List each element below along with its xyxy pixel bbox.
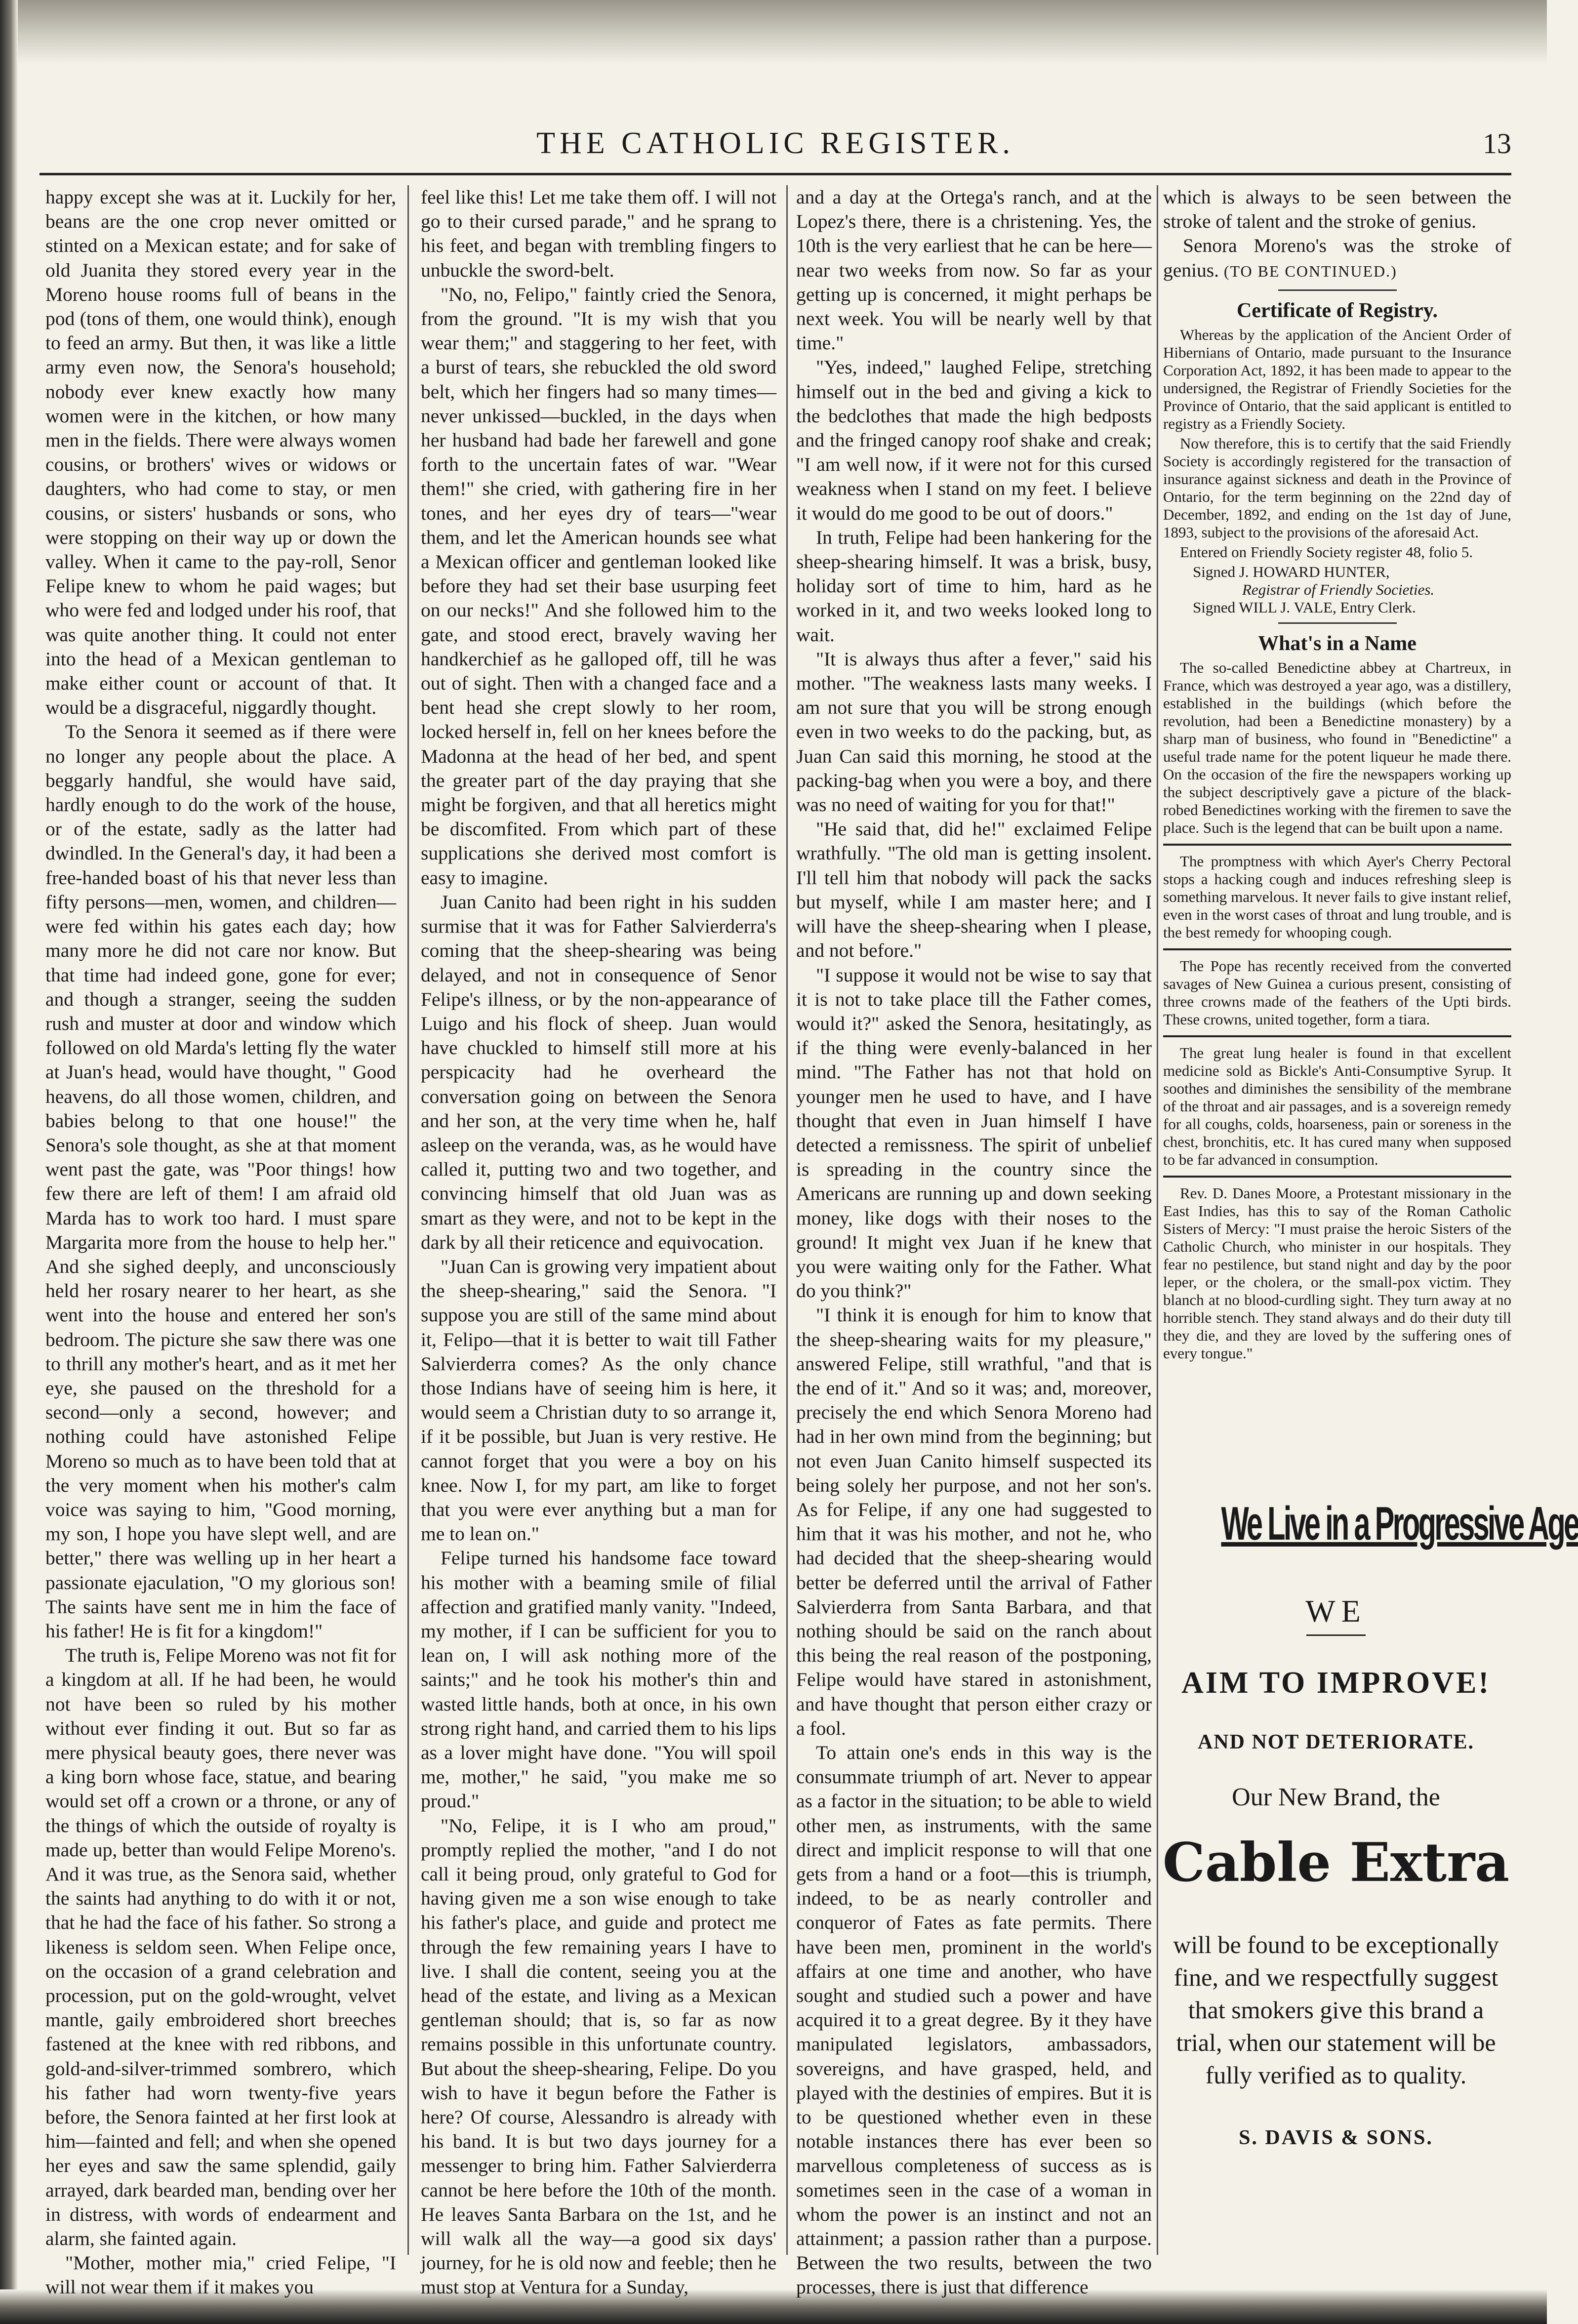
story-paragraph: "I suppose it would not be wise to say that it is not to take place till the Father comes, would it?" asked the Senora, hesitatingly, as if the thing were evenly-balanced in her mind. "The Father has not that hold on younger men he used to have, and I have thought that even in Juan himself I have detected a remissness. The spirit of unbelief is spreading in the country since the Americans are running up and down seeking money, like dogs with their noses to the ground! It might vex Juan if he knew that you were waiting only for the Father. What do you think?" [796,964,1152,1302]
scan-top-edge [0,0,1547,64]
separator [1278,289,1397,291]
story-paragraph [1163,234,1511,283]
header-rule [40,173,1511,175]
divider [1163,948,1511,950]
notice-bickle [1163,1044,1511,1169]
story-paragraph: The truth is, Felipe Moreno was not fit for a kingdom at all. If he had been, he would not have been so ruled by his mother without ever finding it out. But so far as mere physical beauty goes, there never was a king born whose face, statue, and bearing would set off a crown or a throne, or any of the things of which the outside of royalty is made up, better than would Felipe Moreno's. And it was true, as the Senora said, whether the saints had anything to do with it or not, that he had the face of his father. So strong a likeness is seldom seen. When Felipe once, on the occasion of a grand celebration and procession, put on the gold-wrought, velvet mantle, gaily embroidered short breeches fastened at the knee with red ribbons, and gold-and-silver-trimmed sombrero, which his father had worn twenty-five years before, the Senora fainted at her first look at him—fainted and fell; and when she opened her eyes and saw the same splendid, gaily arrayed, dark bearded man, bending over her in distress, with words of endearment and alarm, she fainted again. [45,1644,396,2250]
divider [1163,844,1511,846]
divider [1163,1176,1511,1178]
notice-ayers [1163,853,1511,941]
story-paragraph: feel like this! Let me take them off. I will not go to their cursed parade," and he sprang to his feet, and began with trembling fingers to unbuckle the sword-belt. [421,186,776,281]
certificate-paragraph: Now therefore, this is to certify that the said Friendly Society is accordingly registered for the transaction of insurance against sickness and death in the Province of Ontario, for the term beginning on the 22nd day of December, 1892, and ending on the 1st day of June, 1893, subject to the provisions of the aforesaid Act. [1163,435,1511,541]
ad-headline: We Live in a Progressive Age [1221,1497,1578,1550]
ad-we: WE [1305,1593,1367,1629]
story-paragraph: "Juan Can is growing very impatient about the sheep-shearing," said the Senora. "I suppose you are still of the same mind about it, Felipo—that it is better to wait till Father Salvierderra comes? As the only chance those Indians have of seeing him is here, it would seem a Christian duty to so arrange it, if it be possible, but Juan is very restive. He cannot forget that you were a boy on his knee. Now I, for my part, am like to forget that you were ever anything but a man for me to lean on." [421,1255,776,1545]
certificate-paragraph: Whereas by the application of the Ancient Order of Hibernians of Ontario, made pursuant to the Insurance Corporation Act, 1892, it has been made to appear to the undersigned, the Registrar of Friendly Societies for the Province of Ontario, that the said applicant is entitled to registry as a Friendly Society. [1163,326,1511,433]
story-paragraph: "He said that, did he!" exclaimed Felipe wrathfully. "The old man is getting insolent. I'll tell him that nobody will pack the sacks but myself, while I am master here; and I will have the sheep-shearing when I please, and not before." [796,818,1152,962]
masthead: THE CATHOLIC REGISTER. [536,126,1014,160]
story-paragraph: happy except she was at it. Luckily for her, beans are the one crop never omitted or stinted on a Mexican estate; and for sake of old Juanita they stored every year in the Moreno house rooms full of beans in the pod (tons of them, one would think), enough to feed an army. But then, it was like a little army even now, the Senora's household; nobody ever knew exactly how many women were in the kitchen, or how many men in the fields. There were always women cousins, or brothers' wives or widows or daughters, who had come to stay, or men cousins, or sisters' husbands or sons, who were stopping on their way up or down the valley. When it came to the pay-roll, Senor Felipe knew to whom he paid wages; but who were fed and lodged under his roof, that was quite another thing. It could not enter into the head of a Mexican gentleman to make either count or account of that. It would be a disgraceful, niggardly thought. [45,186,396,719]
story-paragraph: In truth, Felipe had been hankering for the sheep-shearing himself. It was a brisk, busy, holiday sort of time to him, hard as he worked in it, and two weeks looked long to wait. [796,526,1152,646]
ad-rule [1306,1634,1366,1636]
story-closing-line: Senora Moreno's was the stroke of genius. [1163,235,1511,281]
story-paragraph: "Yes, indeed," laughed Felipe, stretching himself out in the bed and giving a kick to the bedclothes that made the high bedposts and the fringed canopy roof shake and creak; "I am well now, if it were not for this cursed weakness when I stand on my feet. I believe it would do me good to be out of doors." [796,356,1152,524]
name-article-paragraph: The so-called Benedictine abbey at Chartreux, in France, which was destroyed a year ago, was a distillery, established in the buildings (which before the revolution, had been a Benedictine monastery) by a sharp man of business, who found in "Benedictine" a useful trade name for the potent liqueur he made there. On the occasion of the fire the newspapers working up the subject descriptively gave a picture of the black-robed Benedictines working with the firemen to save the place. Such is the legend that can be built upon a name. [1163,659,1511,837]
cigar-advertisement [1151,1474,1578,2255]
story-paragraph: To the Senora it seemed as if there were no longer any people about the place. A beggarly handful, she would have said, hardly enough to do the work of the house, or of the estate, sadly as the latter had dwindled. In the General's day, it had been a free-handed boast of his that never less than fifty persons—men, women, and children—were fed within his gates each day; how many more he did not care nor know. But that time had indeed gone, gone for ever; and though a stranger, seeing the sudden rush and muster at door and window which followed on old Marda's letting fly the water at Juan's head, would have thought, " Good heavens, do all those women, children, and babies belong to that one house!" the Senora's sole thought, as she at that moment went past the gate, was "Poor things! how few there are left of them! I am afraid old Marda has to work too hard. I must spare Margarita more from the house to help her." And she sighed deeply, and unconsciously held her rosary nearer to her heart, as she went into the house and entered her son's bedroom. The picture she saw there was one to thrill any mother's heart, and as it met her eye, she paused on the threshold for a second—only a second, however; and nothing could have astonished Felipe Moreno so much as to have been told that at the very moment when his mother's calm voice was saying to him, "Good morning, my son, I hope you have slept well, and are better," there was welling up in her heart a passionate ejaculation, "O my glorious son! The saints have sent me in him the face of his father! He is fit for a kingdom!" [45,721,396,1642]
notice-paragraph: The Pope has recently received from the converted savages of New Guinea a curious present, consisting of three crowns made of the feathers of the Upti birds. These crowns, united together, form a tiara. [1163,957,1511,1028]
page-number: 13 [1483,127,1511,160]
story-column-2 [421,185,776,2298]
story-paragraph: "Mother, mother mia," cried Felipe, "I will not wear them if it makes you [45,2252,396,2298]
certificate-paragraph: Entered on Friendly Society register 48, folio 5. [1180,543,1473,561]
certificate-title: Certificate of Registry. [1237,299,1438,322]
page-header [40,126,1511,165]
signature-registrar-title: Registrar of Friendly Societies. [1242,581,1435,599]
column-rule [407,185,409,2255]
name-article-title: What's in a Name [1258,632,1416,655]
notices-column [1163,185,1511,1469]
signature-clerk: Signed WILL J. VALE, Entry Clerk. [1193,599,1416,616]
ad-brand-line: Our New Brand, the [1232,1783,1440,1811]
divider [1163,1035,1511,1037]
separator [1278,622,1397,624]
notice-paragraph: The great lung healer is found in that excellent medicine sold as Bickle's Anti-Consumptive Syrup. It soothes and diminishes the sensibility of the membrane of the throat and air passages, and is a sovereign remedy for all coughs, colds, hoarseness, pain or soreness in the chest, bronchitis, etc. It has cured many when supposed to be far advanced in consumption. [1163,1044,1511,1169]
notice-paragraph: Rev. D. Danes Moore, a Protestant missionary in the East Indies, has this to say of the Roman Catholic Sisters of Mercy: "I must praise the heroic Sisters of the Catholic Church, who minister in our hospitals. They fear no pestilence, but stand night and day by the poor leper, or the cholera, or the small-pox victim. They blanch at no blood-curdling sight. They turn away at no horrible stench. They stand always and do their duty till they die, and they are loved by the suffering ones of every tongue." [1163,1184,1511,1362]
story-paragraph: "I think it is enough for him to know that the sheep-shearing waits for my pleasure," answered Felipe, still wrathful, "and that is the end of it." And so it was; and, moreover, precisely the end which Senora Moreno had had in her own mind from the beginning; but not even Juan Canito himself suspected its being solely her purpose, and not her son's. As for Felipe, if any one had suggested to him that it was his mother, and not he, who had decided that the sheep-shearing would better be deferred until the arrival of Father Salvierderra from Santa Barbara, and that nothing should be said on the ranch about this being the real reason of the postponing, Felipe would have stared in astonishment, and have thought that person either crazy or a fool. [796,1304,1152,1739]
ad-signature: S. DAVIS & SONS. [1239,2126,1433,2149]
story-column-1 [45,185,396,2298]
notice-paragraph: The promptness with which Ayer's Cherry Pectoral stops a hacking cough and induces refreshing sleep is something marvelous. It never fails to give instant relief, even in the worst cases of throat and lung trouble, and is the best remedy for whooping cough. [1163,853,1511,941]
story-paragraph: and a day at the Ortega's ranch, and at the Lopez's there, there is a christening. Yes, the 10th is the very earliest that he can be here—near two weeks from now. So far as your getting up is concerned, it might perhaps be next week. You will be nearly well by that time." [796,186,1152,354]
column-rule [786,185,788,2255]
story-paragraph: To attain one's ends in this way is the consummate triumph of art. Never to appear as a factor in the situation; to be able to wield other men, as instruments, with the same direct and implicit response to will that one gets from a hand or a foot—this is triumph, indeed, to be as nearly controller and conqueror of Fates as fate permits. There have been men, prominent in the world's affairs at one time and another, who have sought and studied such a power and have acquired it to a great degree. By it they have manipulated legislators, ambassadors, sovereigns, and have grasped, held, and played with the destinies of empires. But it is to be questioned whether even in these notable instances there has ever been so marvellous completeness of success as is sometimes seen in the case of a woman in whom the power is an instinct and not an attainment; a passion rather than a purpose. Between the two results, between the two processes, there is just that difference [796,1742,1152,2298]
story-paragraph: "It is always thus after a fever," said his mother. "The weakness lasts many weeks. I am not sure that you will be strong enough even in two weeks to do the packing, but, as Juan Can said this morning, he stood at the packing-bag when you were a boy, and there was no need of waiting for you for that!" [796,648,1152,816]
notice-missionary [1163,1184,1511,1362]
continued-label: (TO BE CONTINUED.) [1223,262,1397,280]
name-article-body [1163,659,1511,837]
story-paragraph: Felipe turned his handsome face toward his mother with a beaming smile of filial affection and gratified manly vanity. "Indeed, my mother, if I can be sufficient for you to lean on, I will ask nothing more of the saints;" and he took his mother's thin and wasted little hands, both at once, in his own strong right hand, and carried them to his lips as a lover might have done. "You will spoil me, mother," he said, "you make me so proud." [421,1547,776,1812]
story-paragraph: Juan Canito had been right in his sudden surmise that it was for Father Salvierderra's coming that the sheep-shearing was being delayed, and not in consequence of Senor Felipe's illness, or by the non-appearance of Luigo and his flock of sheep. Juan would have chuckled to himself still more at his perspicacity had he overheard the conversation going on between the Senora and her son, at the very time when he, half asleep on the veranda, was, as he would have called it, putting two and two together, and convincing himself that old Juan was as smart as they were, and not to be kept in the dark by all their reticence and equivocation. [421,891,776,1253]
story-paragraph: which is always to be seen between the stroke of talent and the stroke of genius. [1163,186,1511,233]
scan-left-edge [0,0,18,2324]
story-paragraph: "No, no, Felipo," faintly cried the Senora, from the ground. "It is my wish that you wear them;" and staggering to her feet, with a burst of tears, she rebuckled the old sword belt, which her fingers had so many times—never unkissed—buckled, in the days when her husband had bade her farewell and gone forth to the uncertain fates of war. "Wear them!" she cried, with gathering fire in her tones, and her eyes dry of tears—"wear them, and let the American hounds see what a Mexican officer and gentleman looked like before they had set their base usurping feet on our necks!" And she followed him to the gate, and stood erect, bravely waving her handkerchief as he galloped off, till he was out of sight. Then with a changed face and a bent head she crept slowly to her room, locked herself in, fell on her knees before the Madonna at the head of her bed, and spent the greater part of the day praying that she might be forgiven, and that all heretics might be discomfited. From which part of these supplications she derived most comfort is easy to imagine. [421,283,776,889]
ad-body: will be found to be exceptionally fine, and we respectfully suggest that smokers give this brand a trial, when our statement will be fully verified as to quality. [1173,1931,1499,2089]
certificate-body [1163,326,1511,561]
story-paragraph: "No, Felipe, it is I who am proud," promptly replied the mother, "and I do not call it being proud, only grateful to God for having given me a son wise enough to take his father's place, and guide and protect me through the few remaining years I have to live. I shall die content, seeing you at the head of the estate, and living as a Mexican gentleman should; that is, so far as now remains possible in this unfortunate country. But about the sheep-shearing, Felipe. Do you wish to have it begun before the Father is here? Of course, Alessandro is already with his band. It is but two days journey for a messenger to bring him. Father Salvierderra cannot be here before the 10th of the month. He leaves Santa Barbara on the 1st, and he will walk all the way—a good six days' journey, for he is old now and feeble; then he must stop at Ventura for a Sunday, [421,1814,776,2298]
notice-pope [1163,957,1511,1028]
story-column-3 [796,185,1152,2298]
ad-brand-name: Cable Extra [1162,1832,1510,1894]
ad-not: AND NOT DETERIORATE. [1197,1731,1475,1753]
signature-registrar: Signed J. HOWARD HUNTER, [1193,563,1390,581]
ad-aim: AIM TO IMPROVE! [1181,1666,1491,1700]
